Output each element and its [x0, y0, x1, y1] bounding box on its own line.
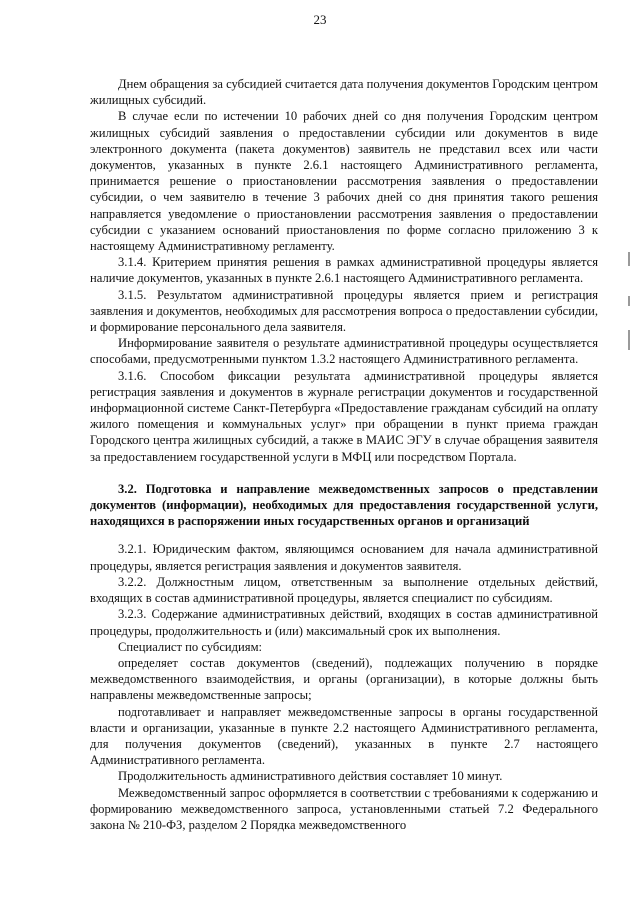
paragraph: Специалист по субсидиям: [118, 639, 263, 654]
paragraph: 3.1.4. Критерием принятия решения в рамках административной процедуры является наличие документов, указанных в пункте 2.6.1 настоящего Административного регламента. [90, 255, 598, 286]
scan-margin-mark [628, 296, 630, 306]
paragraph: определяет состав документов (сведений), подлежащих получению в порядке межведомственного взаимодействия, и органы (организации), в которые должны быть направлены межведомственные запросы; [90, 655, 598, 703]
section-heading: 3.2. Подготовка и направление межведомственных запросов о представлении документов (информации), необходимых для предоставления государственной услуги, находящихся в распоряжении иных государственных органов и организаций [90, 481, 598, 529]
scan-margin-mark [628, 252, 630, 266]
document-body [90, 76, 598, 833]
paragraph: 3.2.2. Должностным лицом, ответственным за выполнение отдельных действий, входящих в состав административной процедуры, является специалист по субсидиям. [90, 574, 598, 606]
paragraph: Межведомственный запрос оформляется в соответствии с требованиями к содержанию и формированию межведомственного запроса, установленными статьей 7.2 Федерального закона № 210-ФЗ, разделом 2 Порядка межведомственного [90, 785, 598, 832]
paragraph: 3.2.3. Содержание административных действий, входящих в состав административной процедуры, продолжительность и (или) максимальный срок их выполнения. [90, 607, 598, 638]
paragraph: 3.1.6. Способом фиксации результата административной процедуры является регистрация заявления и документов в журнале регистрации документов и государственной информационной системе Санкт-Петербурга «Предоставление гражданам субсидий на оплату жилого помещения и коммунальных услуг» при обращении в пункт приема граждан Городского центра жилищных субсидий, а также в МАИС ЭГУ в случае обращения заявителя за предоставлением государственной услуги в МФЦ или посредством Портала. [90, 368, 598, 464]
paragraph: В случае если по истечении 10 рабочих дней со дня получения Городским центром жилищных субсидий заявления о предоставлении субсидии или документов в виде электронного документа (пакета документов) заявитель не представил всех или части документов, указанных в пункте 2.6.1 настоящего Административного регламента, принимается решение о приостановлении рассмотрения заявления о предоставлении субсидии, о чем заявителю в течение 3 рабочих дней со дня принятия такого решения направляется уведомление о приостановлении рассмотрения заявления о предоставлении субсидии с указанием оснований приостановления по форме согласно приложению 3 к настоящему Административному регламенту. [90, 109, 598, 254]
paragraph: Информирование заявителя о результате административной процедуры осуществляется способами, предусмотренными пунктом 1.3.2 настоящего Административного регламента. [90, 336, 598, 367]
page-number: 23 [313, 12, 327, 27]
paragraph: 3.2.1. Юридическим фактом, являющимся основанием для начала административной процедуры, является регистрация заявления и документов заявителя. [90, 542, 598, 573]
paragraph: 3.1.5. Результатом административной процедуры является прием и регистрация заявления и документов, необходимых для рассмотрения вопроса о предоставлении субсидии, и формирование персонального дела заявителя. [90, 287, 598, 335]
paragraph: подготавливает и направляет межведомственные запросы в органы государственной власти и организации, указанные в пункте 2.2 настоящего Административного регламента, для получения документов (сведений), указанных в пункте 2.7 настоящего Административного регламента. [90, 704, 598, 768]
paragraph: Днем обращения за субсидией считается дата получения документов Городским центром жилищных субсидий. [90, 77, 598, 108]
paragraph: Продолжительность административного действия составляет 10 минут. [118, 769, 503, 784]
scan-margin-mark [628, 330, 630, 350]
